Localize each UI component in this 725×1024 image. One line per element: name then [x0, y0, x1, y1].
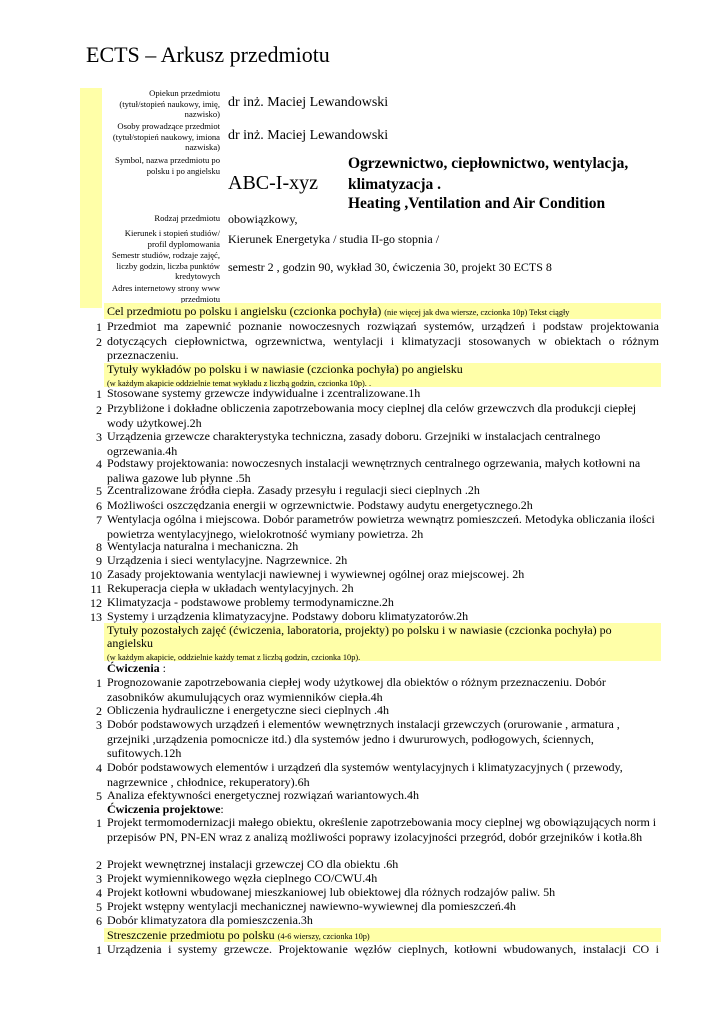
rodzaj-value: obowiązkowy,: [228, 212, 298, 226]
lecture-item: Zcentralizowane źródła ciepła. Zasady przesyłu i regulacji sieci cieplnych .2h: [107, 483, 480, 497]
www-label: Adres internetowy strony www przedmiotu: [111, 283, 220, 304]
streszczenie-header: [107, 929, 370, 943]
lecture-item: Możliwości oszczędzania energii w ogrzewnictwie. Podstawy audytu energetycznego.2h: [107, 498, 533, 512]
list-number: 7: [96, 513, 102, 527]
list-number: 2: [96, 704, 102, 718]
lecture-item: Przybliżone i dokładne obliczenia zapotrzebowania mocy cieplnej dla celów grzewczvch dla produkcji ciepłej wody użytkowej.2h: [107, 401, 637, 430]
list-number: 4: [96, 761, 102, 775]
lecture-item: Podstawy projektowania: nowoczesnych instalacji wewnętrznych centralnego ogrzewania, małych kotłowni na paliwa gazowe lub płynne .5h: [107, 456, 641, 485]
list-number: 13: [90, 610, 102, 624]
prowadzacy-label: Osoby prowadzące przedmiot (tytuł/stopień naukowy, imiona nazwiska): [112, 121, 220, 152]
list-number: 2: [96, 335, 102, 349]
list-number: 2: [96, 858, 102, 872]
streszczenie-note: (4-6 wierszy, czcionka 10p): [277, 932, 370, 941]
lecture-item: Wentylacja ogólna i miejscowa. Dobór parametrów powietrza wewnątrz pomieszczeń. Metodyka obliczania ilości powietrza wentylacyjnego, wielokrotność wymiany powietrza. 2h: [107, 512, 655, 541]
list-number: 3: [96, 718, 102, 732]
projekt-colon: :: [220, 802, 224, 816]
number-column-bar: [80, 88, 102, 308]
symbol-value: ABC-I-xyz: [228, 172, 318, 194]
list-number: 8: [96, 540, 102, 554]
page-title: ECTS – Arkusz przedmiotu: [86, 42, 330, 67]
list-number: 5: [96, 789, 102, 803]
list-number: 5: [96, 900, 102, 914]
list-number: 2: [96, 403, 102, 417]
list-number: 4: [96, 886, 102, 900]
list-number: 1: [96, 816, 102, 830]
lecture-item: Rekuperacja ciepła w układach wentylacyjnych. 2h: [107, 581, 354, 595]
wyklady-note: (w każdym akapicie oddzielnie temat wykładu z liczbą godzin, czcionka 10p). .: [107, 379, 372, 388]
lecture-item: Urządzenia grzewcze charakterystyka techniczna, zasady doboru. Grzejniki w instalacjach centralnego ogrzewania.4h: [107, 429, 601, 458]
list-number: 12: [90, 596, 102, 610]
list-number: 11: [90, 582, 102, 596]
symbol-label: Symbol, nazwa przedmiotu po polsku i po angielsku: [114, 155, 220, 176]
streszczenie-title: Streszczenie przedmiotu po polsku: [107, 928, 275, 942]
cel-title: Cel przedmiotu po polsku i angielsku (czcionka pochyła): [107, 304, 382, 318]
exercise-item: Obliczenia hydrauliczne i energetyczne sieci cieplnych .4h: [107, 703, 389, 717]
semestr-label: Semestr studiów, rodzaje zajęć, liczby godzin, liczba punktów kredytowych: [111, 250, 220, 281]
project-item: Projekt kotłowni wbudowanej mieszkaniowej lub obiektowej dla różnych rodzajów paliw. 5h: [107, 885, 556, 899]
opiekun-label: Opiekun przedmiotu (tytuł/stopień naukowy, imię, nazwisko): [119, 88, 220, 119]
opiekun-value: dr inż. Maciej Lewandowski: [228, 95, 389, 110]
list-number: 1: [96, 320, 102, 334]
cwiczenia-colon: :: [159, 661, 166, 675]
cel-note: (nie więcej jak dwa wiersze, czcionka 10p) Tekst ciągły: [384, 308, 570, 317]
wyklady-title: Tytuły wykładów po polsku i w nawiasie (czcionka pochyła) po angielsku: [107, 362, 463, 376]
exercise-item: Prognozowanie zapotrzebowania ciepłej wody użytkowej dla obiektów o różnym przeznaczeniu. Dobór zasobników akumulujących oraz wymienników ciepła.4h: [107, 675, 606, 704]
list-number: 3: [96, 872, 102, 886]
course-name-en: Heating ,Ventilation and Air Condition: [348, 195, 606, 212]
project-item: Projekt wymiennikowego węzła cieplnego CO/CWU.4h: [107, 871, 378, 885]
projekt-head: Ćwiczenia projektowe: [107, 802, 221, 816]
inne-note: (w każdym akapicie, oddzielnie każdy temat z liczbą godzin, czcionka 10p).: [107, 653, 361, 662]
project-item: Projekt wewnętrznej instalacji grzewczej CO dla obiektu .6h: [107, 857, 399, 871]
lecture-item: Systemy i urządzenia klimatyzacyjne. Podstawy doboru klimatyzatorów.2h: [107, 609, 469, 623]
rodzaj-label: Rodzaj przedmiotu: [154, 213, 220, 223]
lecture-item: Zasady projektowania wentylacji nawiewnej i wywiewnej ogólnej oraz miejscowej. 2h: [107, 567, 525, 581]
prowadzacy-value: dr inż. Maciej Lewandowski: [228, 128, 389, 143]
cel-text: Przedmiot ma zapewnić poznanie nowoczesnych rozwiązań systemów, urządzeń i podstaw projektowania dotyczących ciepłownictwa, ogrzewnictwa, wentylacji i klimatyzacji stosowanych w obiektach o różnym przeznaczeniu.: [107, 319, 659, 363]
kierunek-value: Kierunek Energetyka / studia II-go stopnia /: [228, 232, 440, 246]
list-number: 4: [96, 457, 102, 471]
project-item: Projekt termomodernizacji małego obiektu, określenie zapotrzebowania mocy cieplnej wg obowiązujących norm i przepisów PN, PN-EN wraz z analizą możliwości poprawy izolacyjności przegród, dobór grzejników i kotła.8h: [107, 815, 657, 844]
list-number: 1: [96, 387, 102, 401]
cwiczenia-header: [107, 661, 659, 676]
list-number: 10: [90, 568, 102, 582]
list-number: 1: [96, 943, 102, 957]
semestr-value: semestr 2 , godzin 90, wykład 30, ćwiczenia 30, projekt 30 ECTS 8: [228, 260, 552, 274]
list-number: 6: [96, 914, 102, 928]
lecture-item: Urządzenia i sieci wentylacyjne. Nagrzewnice. 2h: [107, 553, 348, 567]
inne-title: Tytuły pozostałych zajęć (ćwiczenia, laboratoria, projekty) po polsku i w nawiasie (czcionka pochyła) po angielsku: [107, 623, 612, 650]
streszczenie-text: Urządzenia i systemy grzewcze. Projektowanie węzłów cieplnych, kotłowni wbudowanych, instalacji CO i: [107, 942, 659, 956]
kierunek-label: Kierunek i stopień studiów/ profil dyplomowania: [124, 228, 220, 249]
list-number: 9: [96, 554, 102, 568]
course-name-pl: Ogrzewnictwo, ciepłownictwo, wentylacja, klimatyzacja .: [348, 155, 629, 193]
project-item: Projekt wstępny wentylacji mechanicznej nawiewno-wywiewnej dla pomieszczeń.4h: [107, 899, 516, 913]
exercise-item: Dobór podstawowych urządzeń i elementów wewnętrznych instalacji grzewczych (orurowanie , armatura , grzejniki ,urządzenia pomocnicze itd.) dla systemów jedno i dwururowych, podłogowych, ściennych, sufitowych.12h: [107, 717, 620, 761]
lecture-item: Wentylacja naturalna i mechaniczna. 2h: [107, 539, 299, 553]
cwiczenia-head: Ćwiczenia: [107, 661, 160, 675]
list-number: 1: [96, 676, 102, 690]
list-number: 6: [96, 499, 102, 513]
cel-header: [107, 305, 569, 319]
list-number: 3: [96, 430, 102, 444]
project-item: Dobór klimatyzatora dla pomieszczenia.3h: [107, 913, 313, 927]
exercise-item: Dobór podstawowych elementów i urządzeń dla systemów wentylacyjnych i klimatyzacyjnych ( przewody, nagrzewnice , chłodnice, rekuperatory).6h: [107, 760, 623, 789]
lecture-item: Klimatyzacja - podstawowe problemy termodynamiczne.2h: [107, 595, 394, 609]
lecture-item: Stosowane systemy grzewcze indywidualne i zcentralizowane.1h: [107, 386, 421, 400]
exercise-item: Analiza efektywności energetycznej rozwiązań wariantowych.4h: [107, 788, 419, 802]
list-number: 5: [96, 484, 102, 498]
